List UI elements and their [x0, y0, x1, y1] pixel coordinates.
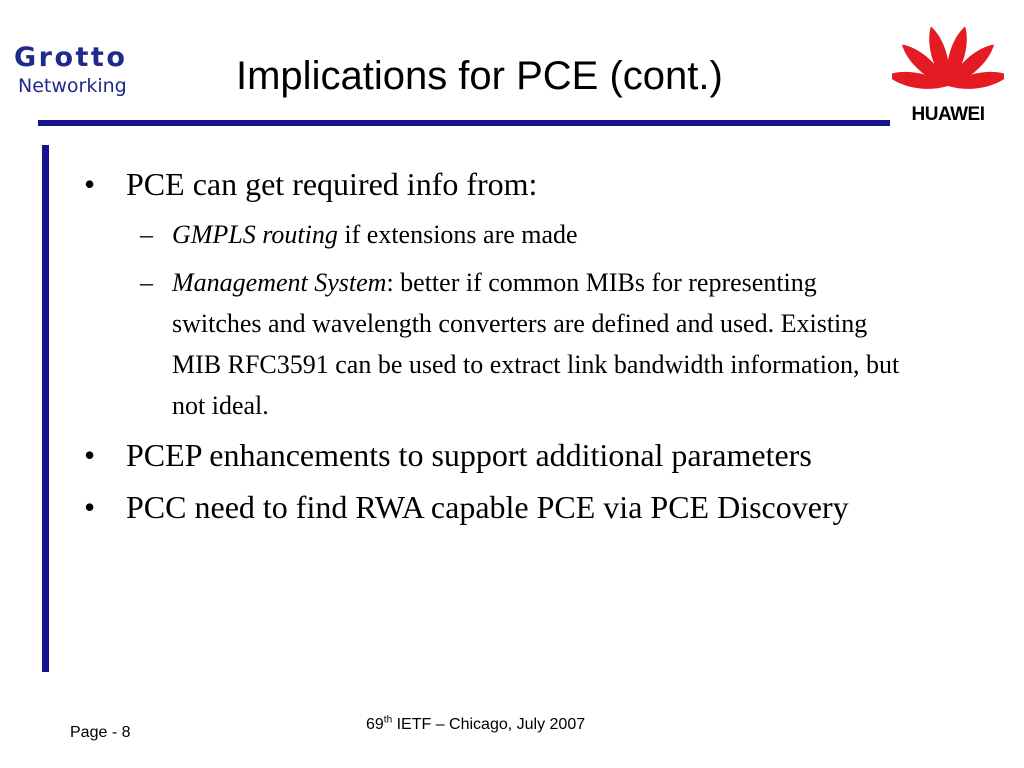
bullet-mark: •: [84, 489, 96, 525]
event-details: IETF – Chicago, July 2007: [392, 716, 586, 733]
sub-bullet-item: [84, 262, 904, 426]
bullet-text: PCE can get required info from:: [126, 166, 538, 202]
dash-mark: –: [140, 268, 153, 297]
dash-mark: –: [140, 220, 153, 249]
sub-bullet-item: [84, 214, 904, 255]
bullet-text: PCC need to find RWA capable PCE via PCE Discovery: [126, 489, 849, 525]
slide-title: Implications for PCE (cont.): [236, 54, 723, 98]
event-number: 69: [366, 716, 384, 733]
title-underline: [38, 120, 890, 126]
page-number: Page - 8: [70, 724, 131, 741]
sub-bullet-text: if extensions are made: [337, 220, 578, 249]
sub-bullet-lead: Management System: [172, 268, 387, 297]
bullet-mark: •: [84, 437, 96, 473]
bullet-item: [84, 162, 904, 206]
bullet-mark: •: [84, 166, 96, 202]
logo-left-line2: Networking: [18, 75, 127, 97]
huawei-flower-icon: [892, 12, 1004, 104]
bullet-item: [84, 433, 904, 477]
huawei-logo: [892, 12, 1004, 124]
event-footer: [366, 716, 585, 734]
event-ordinal: th: [383, 714, 393, 726]
sub-bullet-lead: GMPLS routing: [172, 220, 338, 249]
bullet-item: [84, 485, 904, 529]
logo-left-line1: Grotto: [14, 42, 128, 73]
left-accent-bar: [42, 145, 49, 672]
huawei-wordmark: HUAWEI: [911, 104, 985, 125]
slide-body: [84, 162, 904, 537]
sub-bullet-text: : better if common MIBs for representing switches and wavelength converters are defined and used. Existing MIB RFC3591 can be used to extract link bandwidth information, but not ideal.: [172, 268, 900, 420]
bullet-text: PCEP enhancements to support additional parameters: [126, 437, 812, 473]
grotto-networking-logo: [14, 42, 174, 98]
